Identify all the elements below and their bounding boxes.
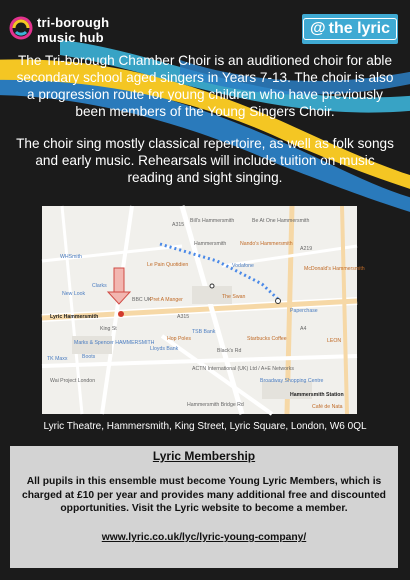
map-label: Pret A Manger (150, 297, 183, 303)
membership-link[interactable]: www.lyric.co.uk/lyc/lyric-young-company/ (101, 532, 307, 543)
intro-paragraph-1: The Tri-borough Chamber Choir is an auditioned choir for able secondary school aged singers in Years 7-13. The choir is also a progression route for young children who have previously been members of the Young Singers Choir. (16, 53, 394, 119)
music-hub-logo-icon (10, 17, 32, 39)
map-label: WHSmith (60, 254, 82, 260)
map-label: Nando's Hammersmith (240, 241, 293, 247)
map-label: Hop Poles (167, 336, 191, 342)
map-label: Broadway Shopping Centre (260, 378, 324, 384)
the-lyric-badge (302, 14, 398, 44)
map-label: Wai Project London (50, 378, 96, 384)
badge-text: the lyric (328, 20, 390, 37)
map-label: Hammersmith Bridge Rd (187, 402, 244, 408)
map-label: LEON (327, 338, 342, 344)
map-label: TK Maxx (47, 356, 68, 362)
map-label: Clarks (92, 283, 107, 289)
map-label: Starbucks Coffee (247, 336, 287, 342)
map-label: New Look (62, 291, 86, 297)
map-label: A315 (172, 222, 185, 228)
map-label: ACTN International (UK) Ltd / A+E Networks (192, 366, 294, 372)
map-label: Café de Nata (312, 404, 343, 410)
map-label: TSB Bank (192, 329, 216, 335)
map-label: Paperchase (290, 308, 318, 314)
venue-address: Lyric Theatre, Hammersmith, King Street, Lyric Square, London, W6 0QL (43, 421, 367, 432)
intro-paragraph-2: The choir sing mostly classical repertoire, as well as folk songs and early music. Rehearsals will include tuition on music reading and sight singing. (16, 136, 394, 185)
map-label: A315 (177, 314, 190, 320)
map-label: Be At One Hammersmith (252, 218, 310, 224)
map-label: Lloyds Bank (150, 346, 179, 352)
membership-body: All pupils in this ensemble must become Young Lyric Members, which is charged at £10 per year and provides many additional free and discounted opportunities. Visit the Lyric website to become a member. (22, 476, 386, 515)
map-label: Le Pain Quotidien (147, 262, 189, 268)
map-label: The Swan (222, 294, 246, 300)
map-label: Bill's Hammersmith (190, 218, 235, 224)
map-label: A4 (300, 326, 307, 332)
map-label: Black's Rd (217, 348, 242, 354)
map-label: A219 (300, 246, 313, 252)
map-label: Vodafone (232, 263, 254, 269)
map-label: Boots (82, 354, 96, 360)
map-label: Hammersmith (194, 241, 227, 247)
badge-at-sign: @ (310, 20, 326, 37)
membership-box (10, 446, 398, 568)
map-label: BBC UK (132, 297, 152, 303)
map-label: McDonald's Hammersmith (304, 266, 365, 272)
map-label: Marks & Spencer HAMMERSMITH (74, 340, 155, 346)
membership-title: Lyric Membership (152, 449, 256, 463)
location-map (42, 206, 365, 414)
map-label: King St (100, 326, 117, 332)
tri-borough-logo (10, 11, 140, 45)
logo-line-2: music hub (37, 30, 104, 45)
logo-line-1: tri-borough (37, 15, 110, 30)
map-label: Hammersmith Station (290, 392, 344, 398)
map-label: Lyric Hammersmith (50, 314, 99, 320)
